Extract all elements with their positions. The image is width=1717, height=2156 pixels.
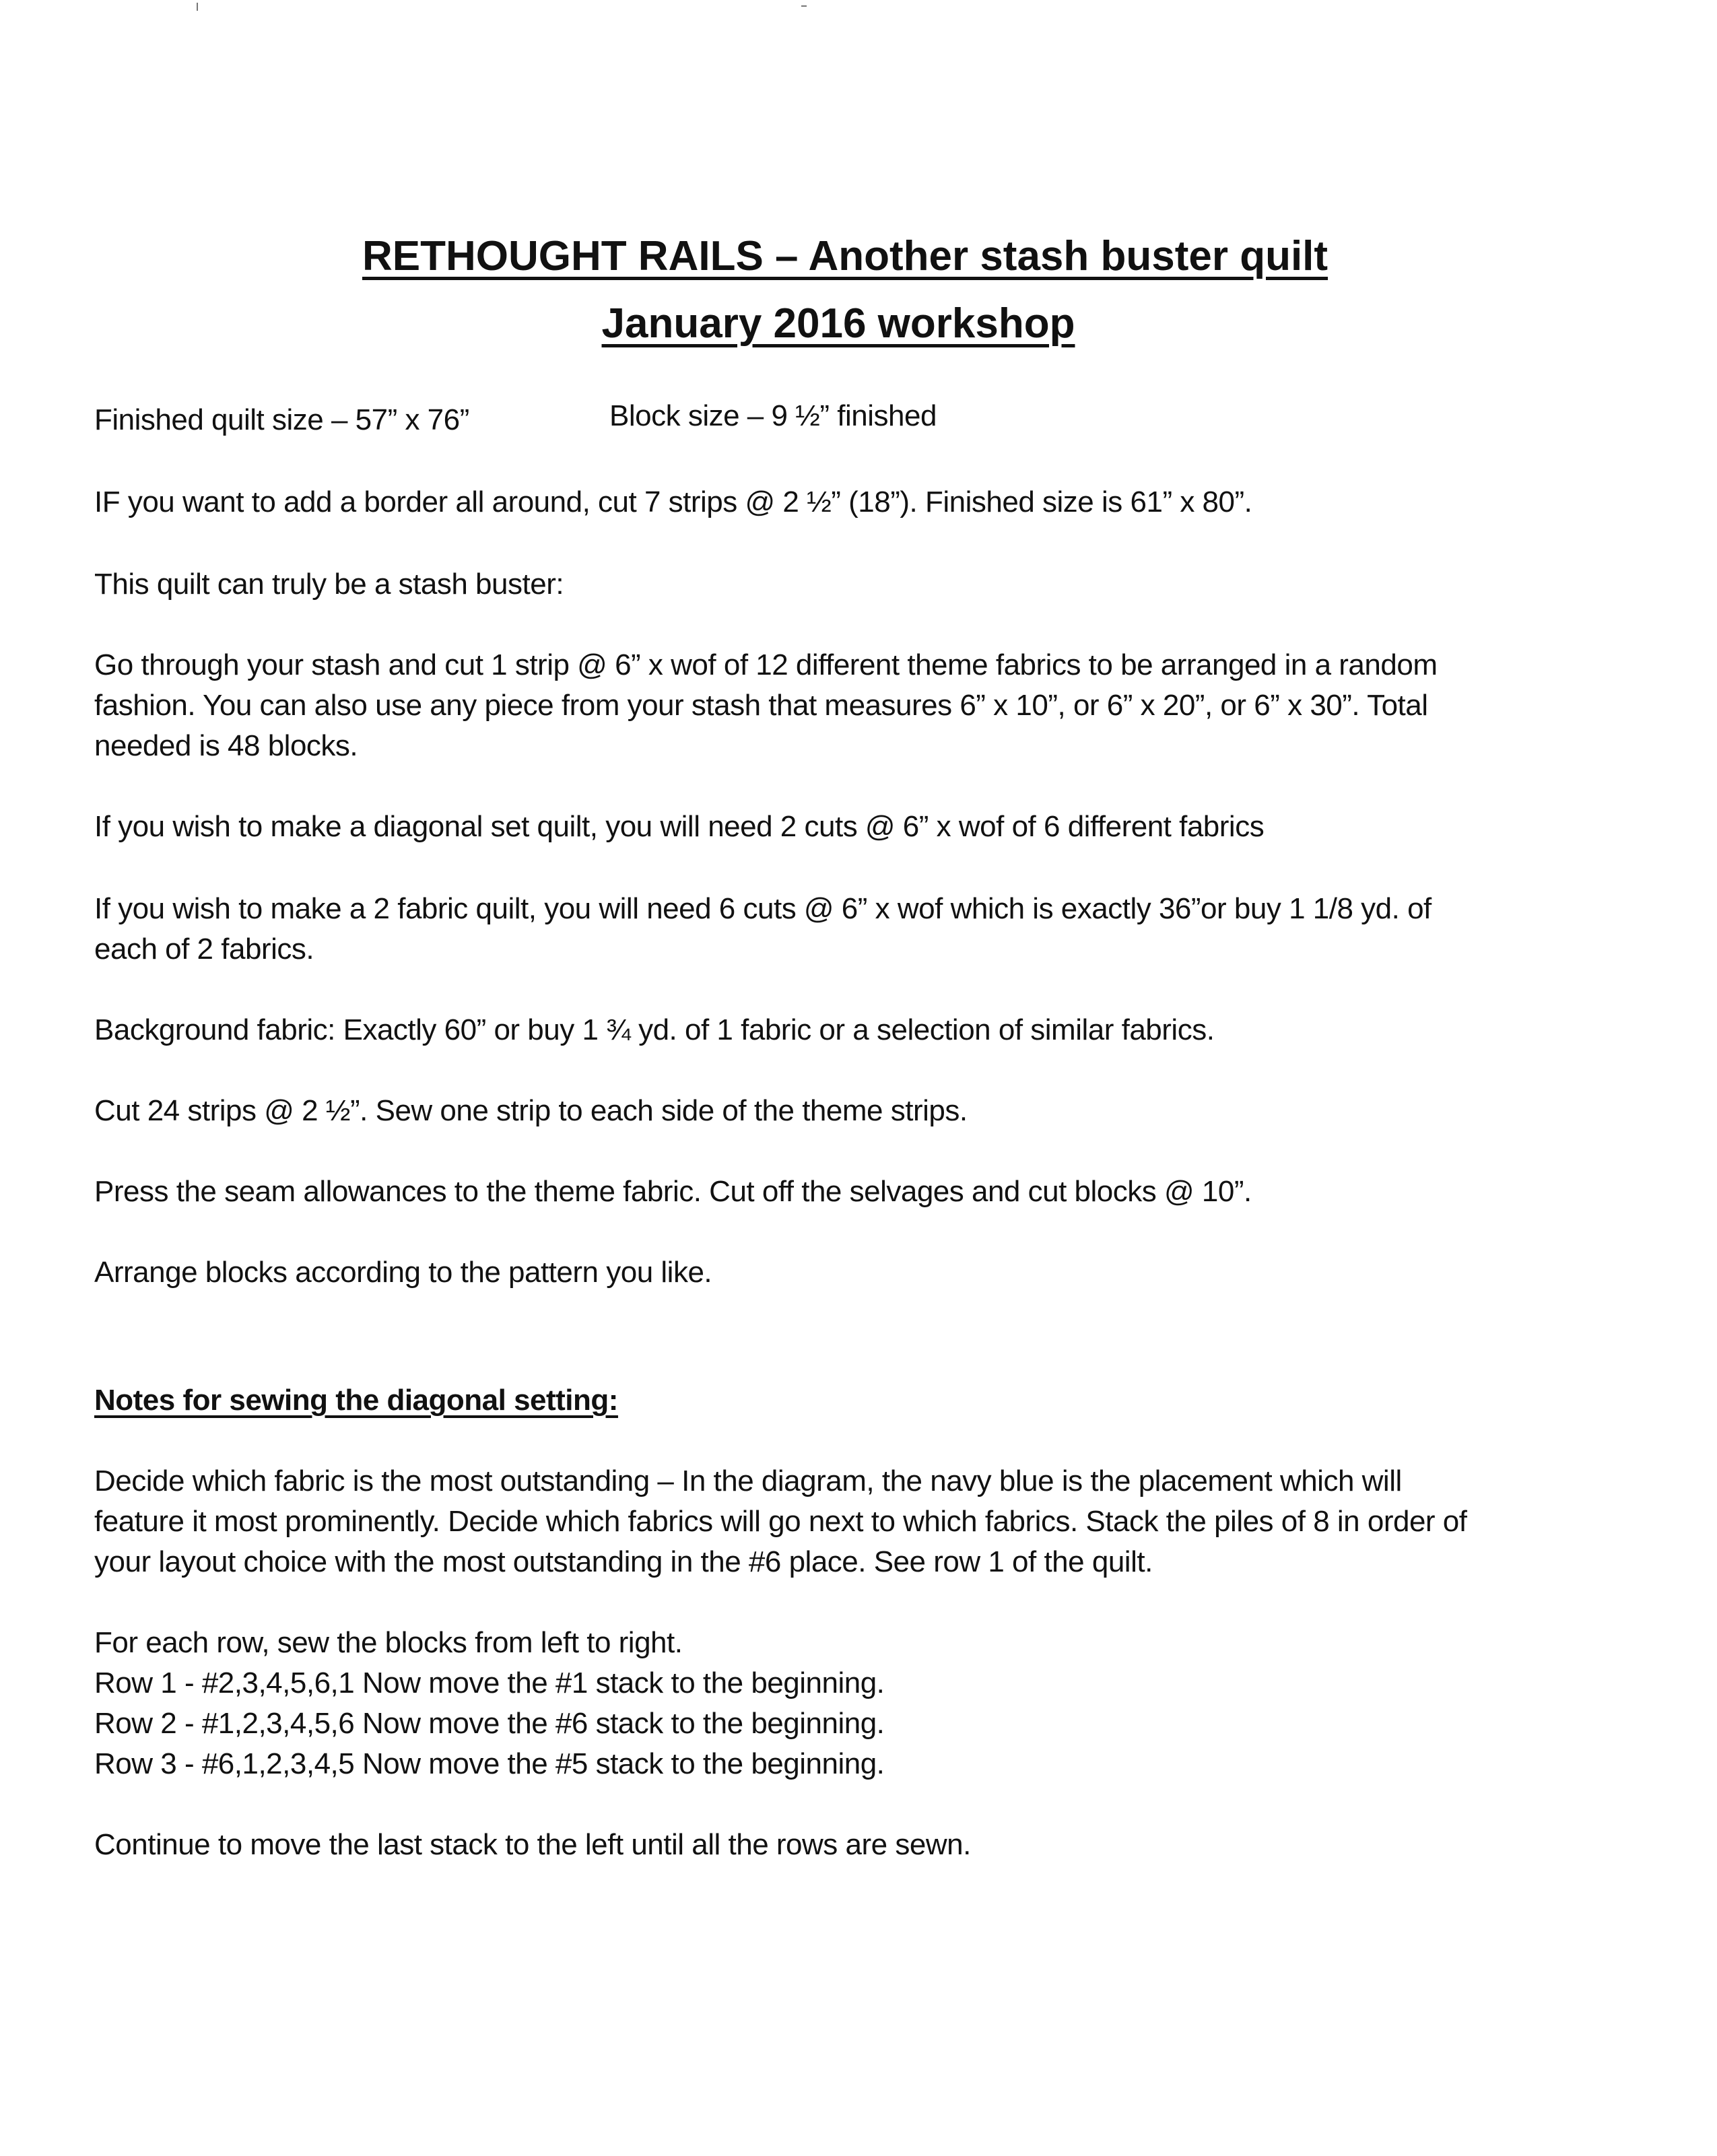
document-subtitle: January 2016 workshop xyxy=(601,300,1075,347)
cut-strips-note: Cut 24 strips @ 2 ½”. Sew one strip to each side of the theme strips. xyxy=(94,1094,968,1127)
diagonal-note: If you wish to make a diagonal set quilt, you will need 2 cuts @ 6” x wof of 6 different fabrics xyxy=(94,810,1265,843)
stash-paragraph-line: needed is 48 blocks. xyxy=(94,729,358,762)
press-note: Press the seam allowances to the theme fabric. Cut off the selvages and cut blocks @ 10”. xyxy=(94,1175,1252,1208)
finished-quilt-size: Finished quilt size – 57” x 76” xyxy=(94,403,469,436)
row-instruction: Row 3 - #6,1,2,3,4,5 Now move the #5 stack to the beginning. xyxy=(94,1747,885,1780)
stash-intro: This quilt can truly be a stash buster: xyxy=(94,568,564,601)
block-size: Block size – 9 ½” finished xyxy=(609,399,937,432)
notes-heading: Notes for sewing the diagonal setting: xyxy=(94,1384,618,1417)
decide-paragraph-line: Decide which fabric is the most outstanding – In the diagram, the navy blue is the placement which will xyxy=(94,1464,1402,1497)
stash-paragraph-line: Go through your stash and cut 1 strip @ 6” x wof of 12 different theme fabrics to be arranged in a random xyxy=(94,648,1438,681)
row-instruction: Row 1 - #2,3,4,5,6,1 Now move the #1 stack to the beginning. xyxy=(94,1666,885,1699)
row-instruction: Row 2 - #1,2,3,4,5,6 Now move the #6 stack to the beginning. xyxy=(94,1707,885,1740)
stash-paragraph-line: fashion. You can also use any piece from your stash that measures 6” x 10”, or 6” x 20”, or 6” x 30”. Total xyxy=(94,689,1428,722)
arrange-note: Arrange blocks according to the pattern you like. xyxy=(94,1256,712,1289)
two-fabric-note-line: each of 2 fabrics. xyxy=(94,933,314,966)
decide-paragraph-line: your layout choice with the most outstanding in the #6 place. See row 1 of the quilt. xyxy=(94,1545,1153,1578)
row-intro: For each row, sew the blocks from left to right. xyxy=(94,1626,683,1659)
scan-speck xyxy=(197,3,198,11)
continue-note: Continue to move the last stack to the left until all the rows are sewn. xyxy=(94,1828,971,1861)
border-note: IF you want to add a border all around, cut 7 strips @ 2 ½” (18”). Finished size is 61” x 80”. xyxy=(94,485,1252,518)
scan-speck xyxy=(801,5,807,7)
document-title: RETHOUGHT RAILS – Another stash buster quilt xyxy=(362,233,1328,279)
background-note: Background fabric: Exactly 60” or buy 1 ¾ yd. of 1 fabric or a selection of similar fabrics. xyxy=(94,1013,1215,1046)
two-fabric-note-line: If you wish to make a 2 fabric quilt, you will need 6 cuts @ 6” x wof which is exactly 36”or buy 1 1/8 yd. of xyxy=(94,892,1432,925)
decide-paragraph-line: feature it most prominently. Decide which fabrics will go next to which fabrics. Stack the piles of 8 in order of xyxy=(94,1505,1467,1538)
